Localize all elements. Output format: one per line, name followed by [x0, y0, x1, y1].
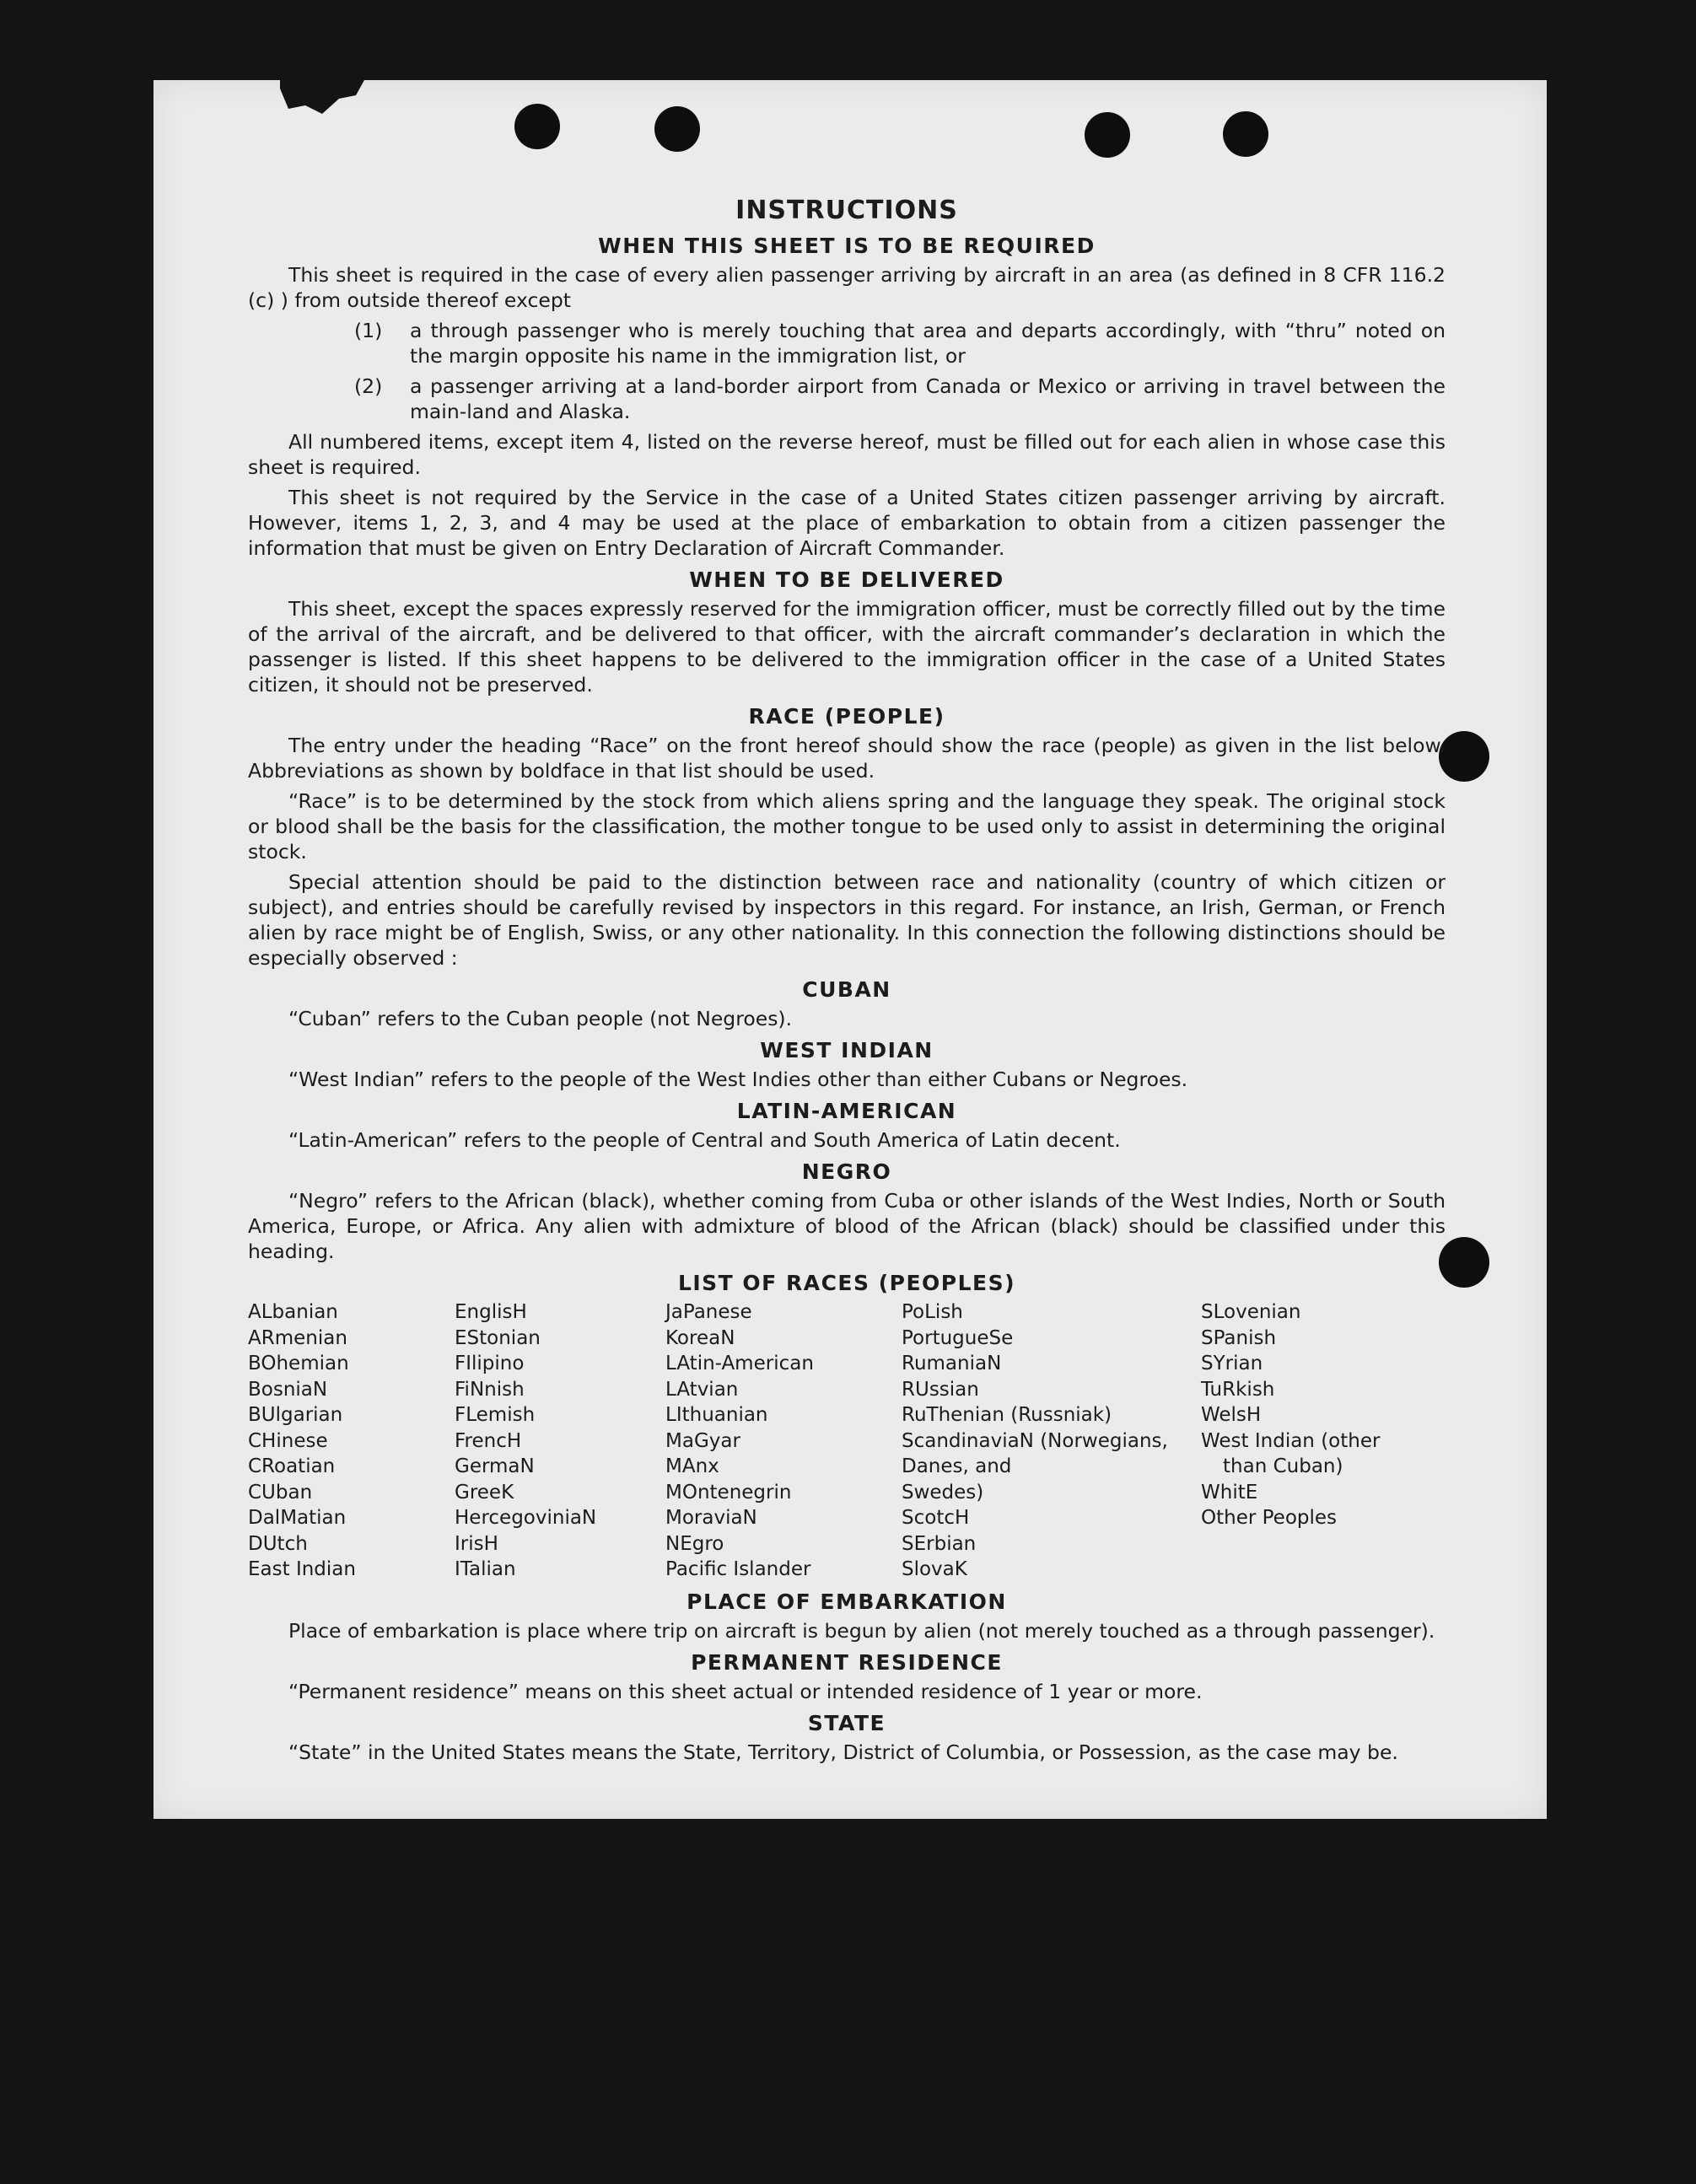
section-heading-latin-american: LATIN-AMERICAN	[736, 1099, 957, 1123]
race-entry: ARmenian	[248, 1326, 347, 1349]
west-indian-text: “West Indian” refers to the people of the West Indies other than either Cubans or Negroes.	[288, 1068, 1188, 1091]
race-entry: Other Peoples	[1201, 1507, 1338, 1529]
race-entry: BUlgarian	[248, 1404, 343, 1426]
race-entry: MOntenegrin	[665, 1481, 792, 1504]
race-entry: SLovenian	[1201, 1301, 1301, 1323]
race-entry: FIlipino	[455, 1353, 525, 1374]
race-entry: EnglisH	[455, 1301, 527, 1323]
section-heading-embarkation: PLACE OF EMBARKATION	[686, 1589, 1007, 1614]
state-text: “State” in the United States means the State, Territory, District of Columbia, or Possession, as the case may be.	[288, 1740, 1398, 1764]
race-entry: LIthuanian	[665, 1404, 768, 1426]
exception-item	[248, 374, 1446, 424]
document-sheet	[153, 80, 1547, 1819]
race-entry: MoraviaN	[665, 1507, 757, 1529]
race-entry: than Cuban)	[1223, 1455, 1343, 1477]
race-entry: GermaN	[455, 1455, 535, 1477]
race-entry: IrisH	[455, 1532, 498, 1555]
section-heading-cuban: CUBAN	[802, 977, 891, 1002]
section-heading-negro: NEGRO	[801, 1159, 892, 1184]
races-column	[248, 1299, 455, 1583]
race-entry: RuThenian (Russniak)	[902, 1404, 1112, 1426]
race-entry: PoLish	[902, 1301, 963, 1323]
race-entry: Swedes)	[902, 1481, 984, 1504]
punch-hole	[1439, 731, 1489, 782]
race-entry: BosniaN	[248, 1378, 328, 1401]
exception-item	[248, 318, 1446, 368]
race-entry: NEgro	[665, 1532, 724, 1555]
section-heading-list-of-races: LIST OF RACES (PEOPLES)	[677, 1271, 1016, 1295]
races-column	[1201, 1299, 1437, 1583]
race-entry: Pacific Islander	[665, 1558, 811, 1580]
exception-text: a passenger arriving at a land-border airport from Canada or Mexico or arriving in travel between the main-land and Alaska.	[410, 374, 1446, 423]
race-entry: SlovaK	[902, 1558, 967, 1580]
race-entry: KoreaN	[665, 1326, 735, 1349]
latin-american-text: “Latin-American” refers to the people of Central and South America of Latin decent.	[288, 1128, 1121, 1152]
race-entry: LAtin-American	[665, 1353, 814, 1374]
section-heading-when-delivered: WHEN TO BE DELIVERED	[689, 568, 1004, 592]
race-entry: FrencH	[455, 1429, 522, 1452]
when-delivered-text: This sheet, except the spaces expressly reserved for the immigration officer, must be correctly filled out by the time of the arrival of the aircraft, and be delivered to that officer, with the aircraft commander’s declaration in which the passenger is listed. If this sheet happens to be delivered to the immigration officer in the case of a United States citizen, it should not be preserved.	[248, 597, 1446, 697]
race-entry: JaPanese	[665, 1301, 752, 1323]
exception-text: a through passenger who is merely touching that area and departs accordingly, with “thru” noted on the margin opposite his name in the immigration list, or	[410, 319, 1446, 368]
section-heading-residence: PERMANENT RESIDENCE	[691, 1649, 1003, 1675]
race-entry: PortugueSe	[902, 1326, 1014, 1349]
race-entry: CHinese	[248, 1429, 328, 1452]
cuban-text: “Cuban” refers to the Cuban people (not Negroes).	[288, 1007, 793, 1030]
races-list	[248, 1299, 1446, 1583]
when-required-intro: This sheet is required in the case of every alien passenger arriving by aircraft in an area (as defined in 8 CFR 116.2 (c) ) from outside thereof except	[248, 263, 1446, 312]
punch-hole	[1085, 112, 1130, 158]
race-entry: SYrian	[1201, 1353, 1263, 1374]
race-entry: TuRkish	[1201, 1378, 1275, 1401]
section-heading-when-required: WHEN THIS SHEET IS TO BE REQUIRED	[598, 234, 1096, 258]
exception-number: (2)	[354, 374, 383, 398]
races-column	[665, 1299, 902, 1583]
race-entry: MaGyar	[665, 1429, 740, 1452]
race-entry: FiNnish	[455, 1378, 525, 1401]
race-entry: GreeK	[455, 1481, 514, 1504]
race-entry: ALbanian	[248, 1301, 338, 1323]
race-entry: CUban	[248, 1481, 313, 1504]
race-entry: DUtch	[248, 1532, 308, 1555]
page-title: INSTRUCTIONS	[735, 196, 958, 225]
instructions-content	[248, 198, 1446, 1770]
torn-corner	[153, 80, 364, 114]
race-entry: RUssian	[902, 1378, 979, 1401]
race-entry: DalMatian	[248, 1507, 347, 1529]
race-paragraph-1: The entry under the heading “Race” on the front hereof should show the race (people) as given in the list below. Abbreviations as shown by boldface in that list should be used.	[248, 734, 1446, 783]
race-entry: WhitE	[1201, 1481, 1258, 1504]
section-heading-race: RACE (PEOPLE)	[748, 704, 945, 729]
section-heading-state: STATE	[807, 1710, 886, 1735]
punch-hole	[654, 106, 700, 152]
race-entry: ScandinaviaN (Norwegians,	[902, 1429, 1168, 1452]
race-entry: WelsH	[1201, 1404, 1262, 1426]
citizen-paragraph: This sheet is not required by the Service in the case of a United States citizen passenger arriving by aircraft. However, items 1, 2, 3, and 4 may be used at the place of embarkation to obtain from a citizen passenger the information that must be given on Entry Declaration of Aircraft Commander.	[248, 486, 1446, 560]
race-entry: ITalian	[455, 1558, 516, 1580]
race-entry: FLemish	[455, 1404, 536, 1426]
race-entry: East Indian	[248, 1558, 356, 1580]
race-entry: LAtvian	[665, 1378, 739, 1401]
exception-number: (1)	[354, 319, 383, 342]
embarkation-text: Place of embarkation is place where trip on aircraft is begun by alien (not merely touched as a through passenger).	[288, 1618, 1435, 1643]
race-paragraph-3: Special attention should be paid to the distinction between race and nationality (country of which citizen or subject), and entries should be carefully revised by inspectors in this regard. For instance, an Irish, German, or French alien by race might be of English, Swiss, or any other nationality. In this connection the following distinctions should be especially observed :	[248, 870, 1446, 970]
race-entry: SPanish	[1201, 1326, 1277, 1349]
race-paragraph-2: “Race” is to be determined by the stock from which aliens spring and the language they speak. The original stock or blood shall be the basis for the classification, the mother tongue to be used only to assist in determining the original stock.	[248, 789, 1446, 863]
race-entry: ScotcH	[902, 1507, 970, 1529]
races-column	[455, 1299, 665, 1583]
race-entry: RumaniaN	[902, 1353, 1002, 1374]
race-entry: EStonian	[455, 1326, 541, 1349]
race-entry: SErbian	[902, 1532, 977, 1555]
punch-hole	[1439, 1237, 1489, 1288]
race-entry: HercegoviniaN	[455, 1507, 597, 1529]
race-entry: BOhemian	[248, 1353, 349, 1374]
races-column	[902, 1299, 1201, 1583]
race-entry: West Indian (other	[1201, 1429, 1381, 1452]
race-entry: Danes, and	[902, 1455, 1012, 1477]
punch-hole	[514, 104, 560, 149]
residence-text: “Permanent residence” means on this sheet actual or intended residence of 1 year or more.	[288, 1679, 1203, 1703]
race-entry: MAnx	[665, 1455, 719, 1477]
section-heading-west-indian: WEST INDIAN	[760, 1038, 934, 1062]
negro-text: “Negro” refers to the African (black), whether coming from Cuba or other islands of the West Indies, North or South America, Europe, or Africa. Any alien with admixture of blood of the African (black) should be classified under this heading.	[248, 1189, 1446, 1263]
numbered-items-paragraph: All numbered items, except item 4, listed on the reverse hereof, must be filled out for each alien in whose case this sheet is required.	[248, 430, 1446, 479]
punch-hole	[1223, 111, 1268, 157]
race-entry: CRoatian	[248, 1455, 336, 1477]
